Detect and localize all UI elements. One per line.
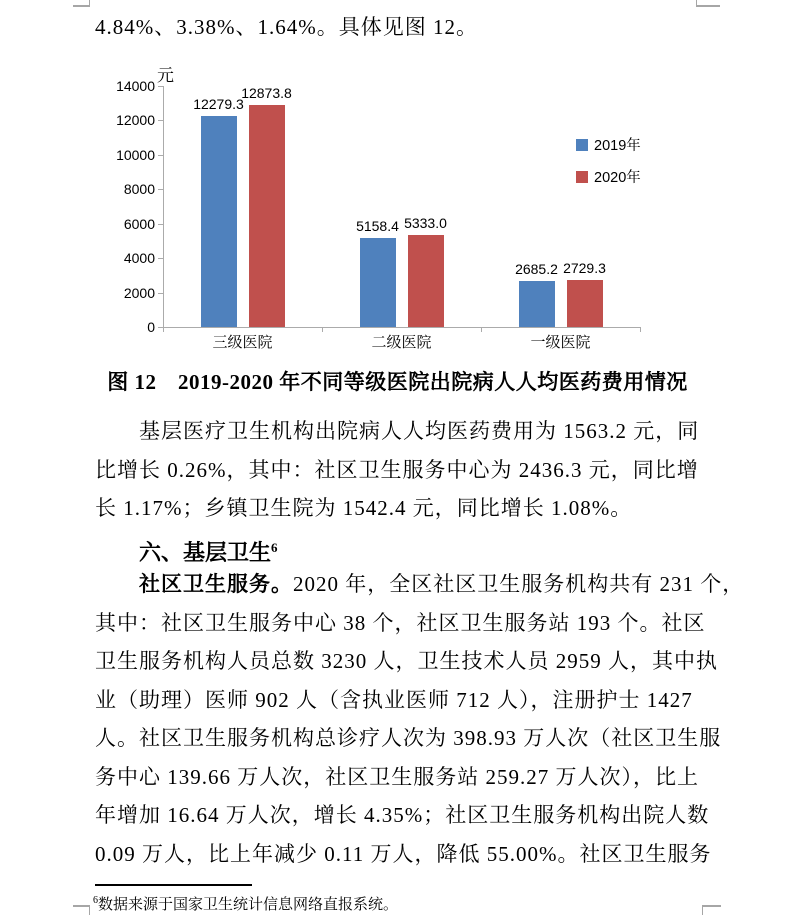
paragraph-line: 比增长 0.26%，其中：社区卫生服务中心为 2436.3 元，同比增 bbox=[95, 457, 699, 482]
footnote-marker: 6 bbox=[93, 895, 98, 906]
text-boundary-mark-top-left bbox=[73, 0, 90, 7]
paragraph-line-text: 2020 年，全区社区卫生服务机构共有 231 个， bbox=[293, 572, 745, 596]
text-boundary-mark-top-right bbox=[696, 0, 720, 7]
bar-s1-c2 bbox=[567, 280, 603, 327]
y-axis-tick-label: 2000 bbox=[123, 284, 155, 301]
paragraph-lead: 社区卫生服务。 bbox=[139, 572, 293, 596]
bar-value-label-s0-c1: 5158.4 bbox=[356, 218, 399, 235]
category-label: 三级医院 bbox=[212, 334, 273, 351]
bar-value-label-s0-c0: 12279.3 bbox=[193, 95, 244, 112]
footnote-separator bbox=[95, 884, 252, 886]
y-axis-tick bbox=[158, 189, 163, 190]
bar-s0-c0 bbox=[201, 116, 237, 327]
paragraph-line: 业（助理）医师 902 人（含执业医师 712 人），注册护士 1427 bbox=[95, 687, 693, 712]
y-axis-tick-label: 8000 bbox=[123, 181, 155, 198]
paragraph-basic-level-costs bbox=[95, 412, 700, 528]
y-axis-tick bbox=[158, 120, 163, 121]
text-boundary-mark-bottom-right bbox=[702, 905, 721, 915]
y-axis-tick bbox=[158, 258, 163, 259]
paragraph-line: 0.09 万人，比上年减少 0.11 万人，降低 55.00%。社区卫生服务 bbox=[95, 841, 712, 866]
bar-value-label-s1-c2: 2729.3 bbox=[563, 260, 606, 277]
text-boundary-mark-bottom-left bbox=[73, 905, 90, 915]
intro-text: 4.84%、3.38%、1.64%。具体见图 12。 bbox=[95, 15, 478, 39]
paragraph-line: 人。社区卫生服务机构总诊疗人次为 398.93 万人次（社区卫生服 bbox=[95, 726, 722, 750]
legend-item-0 bbox=[576, 134, 641, 155]
bar-s0-c1 bbox=[360, 238, 396, 327]
paragraph-line: 卫生服务机构人员总数 3230 人，卫生技术人员 2959 人，其中执 bbox=[95, 649, 718, 673]
y-axis-tick bbox=[158, 293, 163, 294]
y-axis-tick-label: 14000 bbox=[116, 78, 155, 94]
bar-value-label-s1-c0: 12873.8 bbox=[241, 85, 292, 102]
y-axis-tick bbox=[158, 86, 163, 87]
x-axis-tick bbox=[163, 327, 164, 332]
y-axis-tick bbox=[158, 224, 163, 225]
bar-value-label-s0-c2: 2685.2 bbox=[515, 260, 558, 277]
bar-value-label-s1-c1: 5333.0 bbox=[404, 215, 447, 232]
y-axis-line bbox=[163, 86, 164, 327]
legend-label-0: 2019年 bbox=[594, 138, 641, 154]
figure-12-chart bbox=[110, 58, 730, 358]
paragraph-line: 其中：社区卫生服务中心 38 个，社区卫生服务站 193 个。社区 bbox=[95, 610, 706, 635]
section-heading-text: 六、基层卫生 bbox=[139, 540, 272, 566]
legend-swatch-1 bbox=[576, 171, 588, 183]
category-label: 一级医院 bbox=[530, 334, 591, 351]
legend-swatch-0 bbox=[576, 139, 588, 151]
footnote-reference: 6 bbox=[271, 540, 278, 555]
x-axis-tick bbox=[322, 327, 323, 332]
paragraph-line bbox=[95, 565, 745, 604]
category-label: 二级医院 bbox=[371, 334, 432, 351]
paragraph-community-health bbox=[95, 565, 745, 873]
figure-caption: 图 12 2019-2020 年不同等级医院出院病人人均医药费用情况 bbox=[107, 370, 688, 394]
y-axis-tick bbox=[158, 155, 163, 156]
paragraph-line: 长 1.17%；乡镇卫生院为 1542.4 元，同比增长 1.08%。 bbox=[95, 496, 633, 520]
bar-s0-c2 bbox=[519, 281, 555, 327]
footnote-text: 数据来源于国家卫生统计信息网络直报系统。 bbox=[98, 897, 399, 913]
paragraph-line: 基层医疗卫生机构出院病人人均医药费用为 1563.2 元，同 bbox=[139, 419, 700, 443]
y-axis-tick-label: 4000 bbox=[123, 250, 155, 267]
x-axis-tick bbox=[640, 327, 641, 332]
y-axis-unit-label: 元 bbox=[157, 66, 174, 85]
x-axis-tick bbox=[481, 327, 482, 332]
x-axis-line bbox=[163, 327, 641, 328]
y-axis-tick-label: 6000 bbox=[123, 215, 155, 232]
y-axis-tick-label: 0 bbox=[147, 319, 155, 335]
paragraph-line: 年增加 16.64 万人次，增长 4.35%；社区卫生服务机构出院人数 bbox=[95, 803, 710, 827]
y-axis-tick-label: 10000 bbox=[116, 146, 155, 163]
y-axis-tick-label: 12000 bbox=[116, 112, 155, 129]
legend-item-1 bbox=[576, 166, 641, 187]
bar-s1-c0 bbox=[249, 105, 285, 327]
footnote bbox=[93, 891, 698, 915]
paragraph-line: 务中心 139.66 万人次，社区卫生服务站 259.27 万人次），比上 bbox=[95, 764, 699, 789]
bar-s1-c1 bbox=[408, 235, 444, 327]
legend-label-1: 2020年 bbox=[594, 170, 641, 186]
